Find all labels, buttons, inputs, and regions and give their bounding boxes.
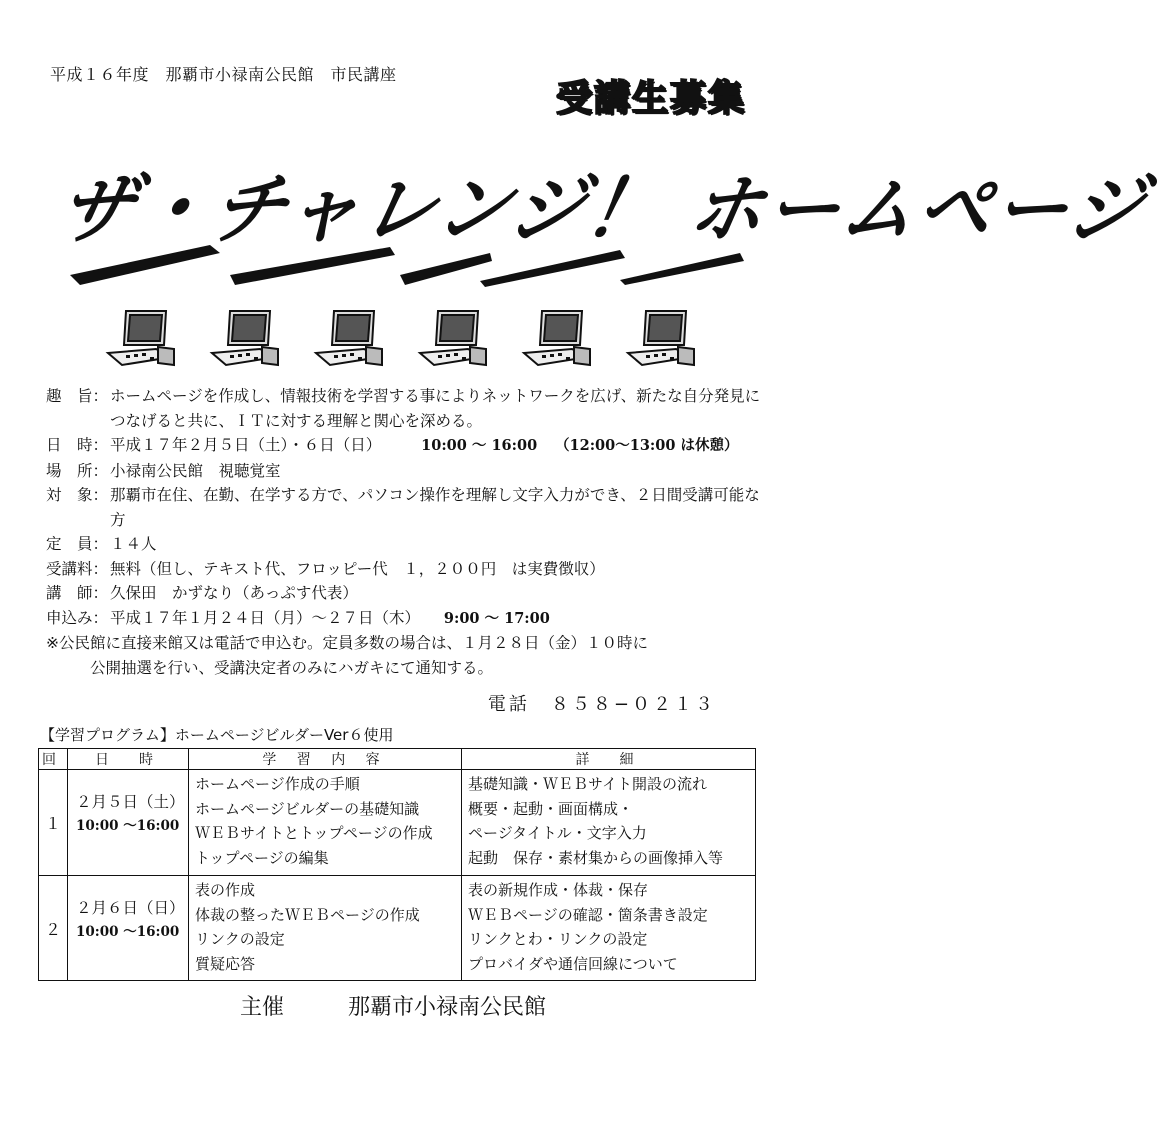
list-item: トップページの編集 (195, 848, 329, 867)
session-content (189, 770, 462, 876)
session-details (462, 876, 756, 981)
list-item: ＷＥＢサイトとトップページの作成 (195, 824, 433, 842)
computer-icon (412, 305, 492, 375)
header-cell: 回 (39, 749, 68, 770)
info-value: 那覇市在住、在勤、在学する方で、パソコン操作を理解し文字入力ができ、２日間受講可能な方 (110, 486, 760, 529)
list-item: プロバイダや通信回線について (468, 954, 678, 973)
list-item: リンクの設定 (195, 930, 285, 948)
computer-icon (620, 305, 700, 375)
list-item: 表の新規作成・体裁・保存 (468, 881, 649, 899)
session-date: ２月５日（土） (76, 793, 185, 811)
computer-row (100, 305, 700, 380)
table-row (39, 876, 756, 981)
info-label: 講 師： (46, 584, 109, 602)
info-value: 平成１７年１月２４日（月）～２７日（木） (110, 608, 421, 627)
list-item: 起動 保存・素材集からの画像挿入等 (468, 848, 724, 867)
computer-icon (308, 305, 388, 375)
info-label: 場 所： (46, 461, 109, 480)
session-time: 10:00 ～16:00 (76, 818, 180, 834)
header-cell: 学 習 内 容 (189, 749, 462, 770)
info-purpose (46, 384, 766, 433)
info-value: 久保田 かずなり（あっぷす代表） (110, 584, 358, 602)
list-item: リンクとわ・リンクの設定 (468, 930, 648, 948)
list-item: 基礎知識・ＷＥＢサイト開設の流れ (468, 775, 707, 793)
info-break: （12:00～13:00 は休憩） (555, 437, 739, 454)
info-value: 小禄南公民館 視聴覚室 (110, 461, 281, 480)
info-label: 申込み： (46, 608, 109, 627)
organizer-label: 主催 (240, 995, 285, 1020)
info-time: 10:00 ～ 16:00 (421, 437, 538, 454)
info-place (46, 459, 766, 484)
list-item: 表の作成 (195, 881, 256, 899)
course-info (46, 384, 766, 680)
info-teacher (46, 581, 766, 606)
info-target (46, 483, 766, 532)
info-capacity (46, 532, 766, 557)
program-table (38, 748, 756, 981)
hero-title-area (50, 135, 1154, 285)
list-item: ホームページビルダーの基礎知識 (195, 799, 420, 818)
list-item: ホームページ作成の手順 (195, 775, 360, 793)
computer-icon (100, 305, 180, 375)
hero-title: ザ・チャレンジ！ ホームページ (50, 164, 1154, 256)
info-apply (46, 606, 766, 632)
course-header: 平成１６年度 那覇市小禄南公民館 市民講座 (50, 65, 397, 84)
info-value: ホームページを作成し、情報技術を学習する事によりネットワークを広げ、新たな自分発見につなげると共に、ＩＴに対する理解と関心を深める。 (110, 387, 761, 430)
list-item: 概要・起動・画面構成・ (468, 799, 634, 818)
info-value: 無料（但し、テキスト代、フロッピー代 １，２００円 は実費徴収） (110, 559, 605, 578)
recruit-banner: 受講生募集 (555, 78, 746, 119)
info-value: １４人 (110, 535, 157, 553)
info-time: 9:00 ～ 17:00 (443, 609, 550, 627)
info-note: ※公民館に直接来館又は電話で申込む。定員多数の場合は、１月２８日（金）１０時に (46, 634, 648, 652)
info-date (46, 433, 766, 459)
session-datetime (68, 876, 189, 981)
info-label: 対 象： (46, 486, 109, 504)
info-fee (46, 557, 766, 582)
list-item: 質疑応答 (195, 954, 256, 973)
info-value: 平成１７年２月５日（土）・６日（日） (110, 436, 382, 454)
organizer (240, 990, 546, 1021)
info-note: 公開抽選を行い、受講決定者のみにハガキにて通知する。 (90, 658, 494, 677)
session-content (189, 876, 462, 981)
header-cell: 日 時 (68, 749, 189, 770)
info-label: 定 員： (46, 535, 109, 553)
table-header-row (39, 749, 756, 770)
table-row (39, 770, 756, 876)
info-label: 日 時： (46, 436, 109, 454)
computer-icon (516, 305, 596, 375)
program-title: 【学習プログラム】ホームページビルダーVer６使用 (40, 726, 394, 744)
header-cell: 詳 細 (462, 749, 756, 770)
session-datetime (68, 770, 189, 876)
session-number: １ (39, 770, 68, 876)
list-item: ページタイトル・文字入力 (468, 824, 647, 842)
session-details (462, 770, 756, 876)
session-number: ２ (39, 876, 68, 981)
session-date: ２月６日（日） (76, 899, 185, 917)
organizer-name: 那覇市小禄南公民館 (348, 995, 547, 1020)
list-item: 体裁の整ったＷＥＢページの作成 (195, 905, 420, 924)
computer-icon (204, 305, 284, 375)
session-time: 10:00 ～16:00 (76, 924, 180, 940)
info-label: 受講料： (46, 559, 109, 578)
phone-number: 電話 ８５８−０２１３ (487, 694, 716, 715)
info-label: 趣 旨： (46, 387, 109, 405)
list-item: ＷＥＢページの確認・箇条書き設定 (468, 905, 708, 924)
